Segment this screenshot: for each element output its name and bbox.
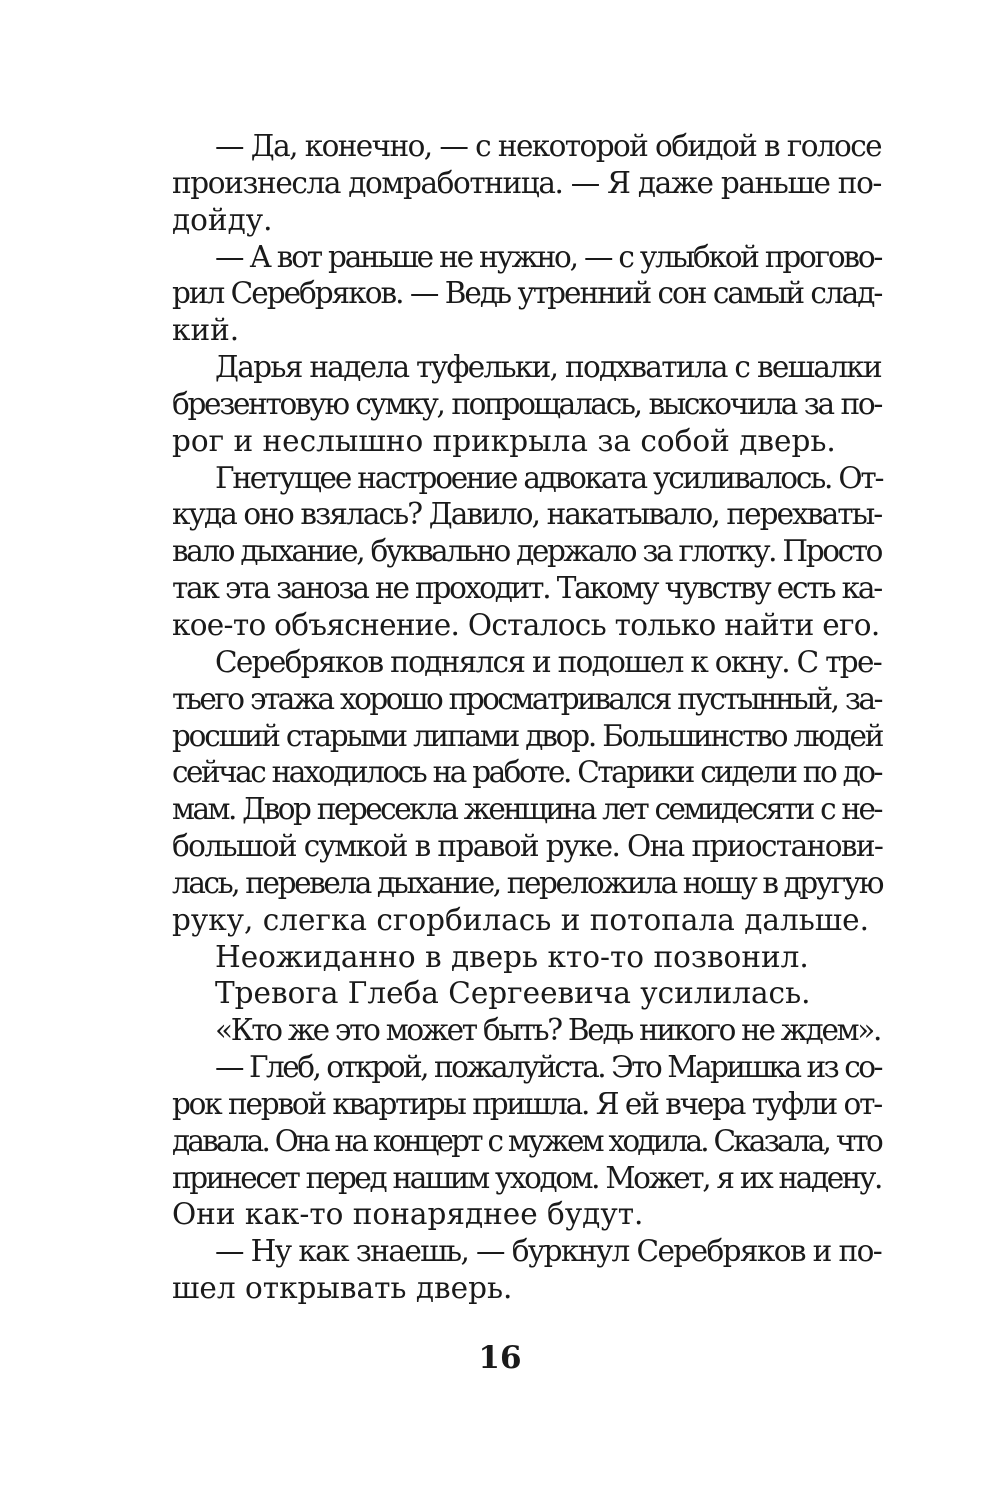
text-line: кое-то объяснение. Осталось только найти его. [172,607,880,642]
text-line: Они как-то понаряднее будут. [172,1197,644,1232]
text-line: Гнетущее настроение адвоката усиливалось. От- [215,460,883,495]
body-text [172,128,881,1307]
text-line: давала. Она на концерт с мужем ходила. Сказала, что [172,1123,881,1158]
page-number: 16 [478,1340,522,1376]
text-line: брезентовую сумку, попрощалась, выскочила за по- [172,386,881,421]
text-line: рил Серебряков. — Ведь утренний сон самый слад- [172,276,882,311]
text-line: большой сумкой в правой руке. Она приостанови- [172,829,883,864]
text-line: мам. Двор пересекла женщина лет семидесяти с не- [172,792,881,827]
text-line: принесет перед нашим уходом. Может, я их надену. [172,1160,881,1195]
text-line: лась, перевела дыхание, переложила ношу в другую [172,865,883,900]
text-line: — Ну как знаешь, — буркнул Серебряков и по- [215,1234,882,1269]
text-line: дойду. [172,202,273,237]
text-line: — Глеб, открой, пожалуйста. Это Маришка из со- [215,1050,881,1085]
text-line: руку, слегка сгорбилась и потопала дальше. [172,902,870,937]
text-line: шел открывать дверь. [172,1271,513,1306]
text-line: сейчас находилось на работе. Старики сидели по до- [172,755,881,790]
text-line: рок первой квартиры пришла. Я ей вчера туфли от- [172,1086,881,1121]
text-line: куда оно взялась? Давило, накатывало, перехваты- [172,497,882,532]
text-line: вало дыхание, буквально держало за глотку. Просто [172,534,881,569]
text-line: так эта заноза не проходит. Такому чувству есть ка- [172,571,881,606]
text-line: кий. [172,313,240,348]
text-line: Дарья надела туфельки, подхватила с вешалки [215,350,881,385]
text-line: тьего этажа хорошо просматривался пустынный, за- [172,681,881,716]
text-line: «Кто же это может быть? Ведь никого не ждем». [215,1013,881,1048]
text-line: произнесла домработница. — Я даже раньше по- [172,165,881,200]
text-line: росший старыми липами двор. Большинство людей [172,718,883,753]
text-line: — А вот раньше не нужно, — с улыбкой прогово- [215,239,882,274]
text-line: рог и неслышно прикрыла за собой дверь. [172,423,836,458]
text-line: Серебряков поднялся и подошел к окну. С тре- [215,644,881,679]
text-line: — Да, конечно, — с некоторой обидой в голосе [215,129,881,163]
text-line: Тревога Глеба Сергеевича усилилась. [215,976,811,1011]
text-line: Неожиданно в дверь кто-то позвонил. [215,939,809,974]
